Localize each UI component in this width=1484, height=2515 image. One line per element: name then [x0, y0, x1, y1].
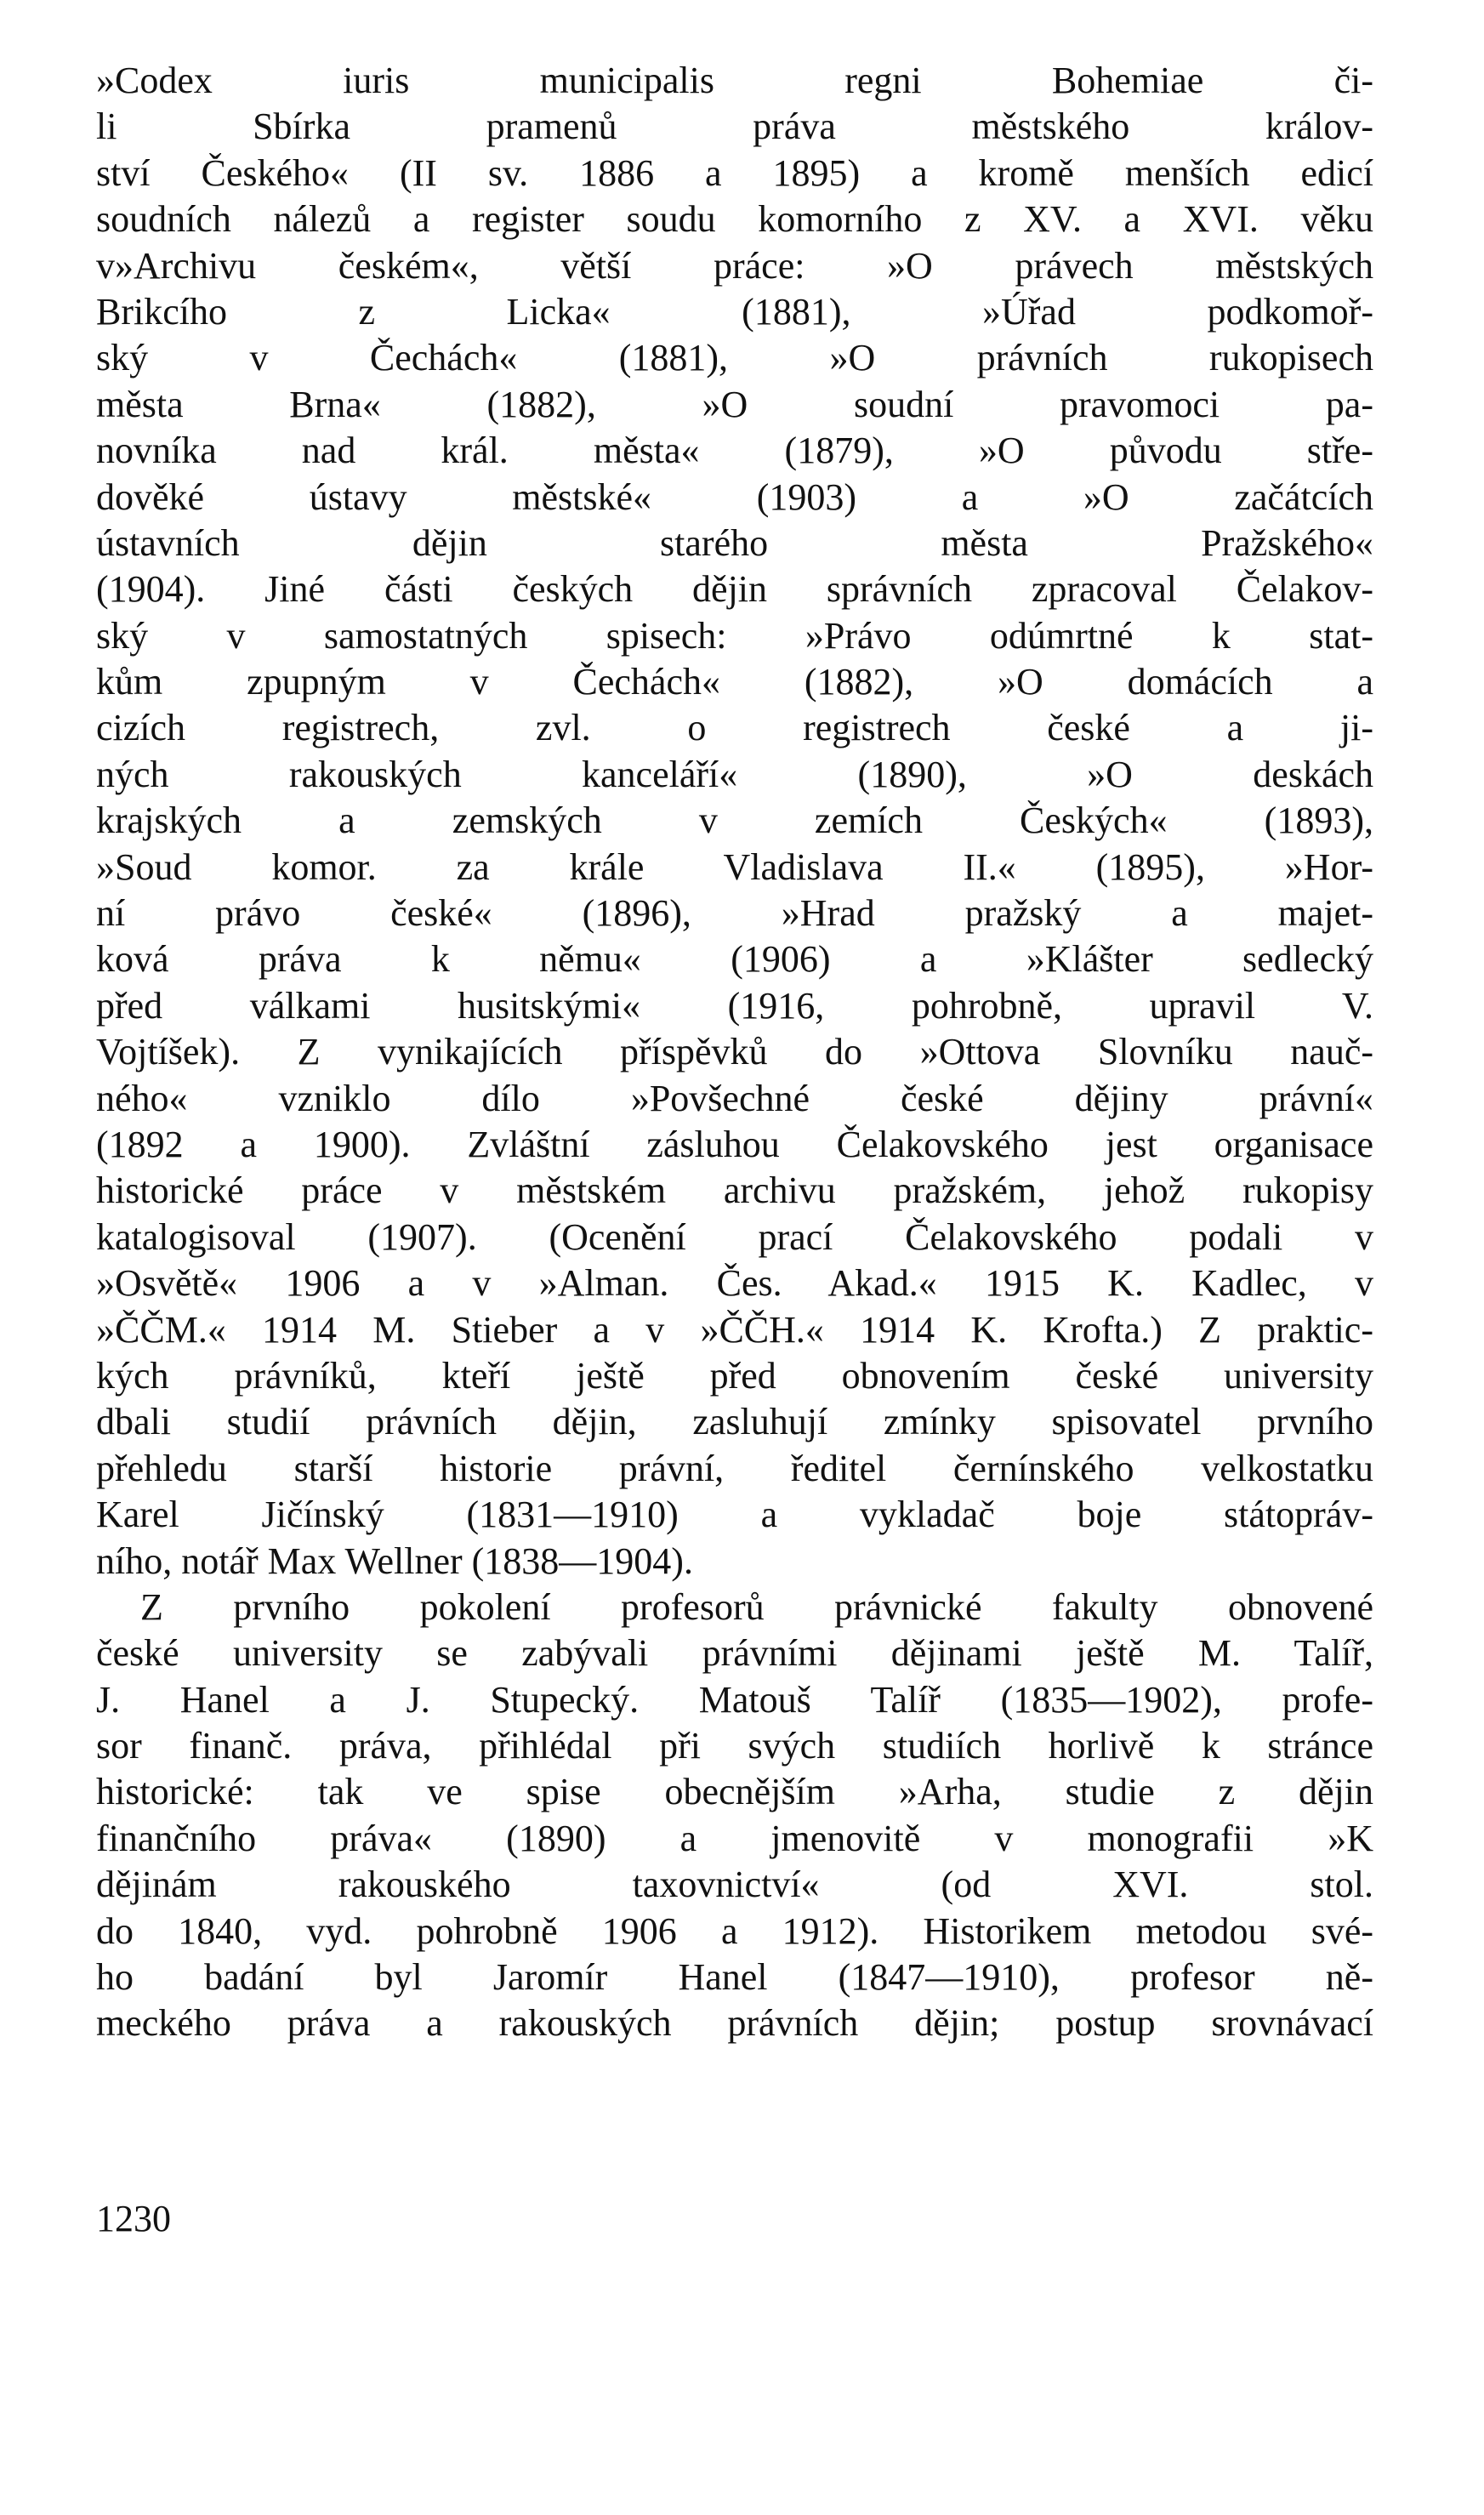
text-line: katalogisoval (1907). (Ocenění prací Čelakovského podali v	[96, 1215, 1373, 1258]
text-line: Brikcího z Licka« (1881), »Úřad podkomoř-	[96, 290, 1373, 333]
text-line: kům zpupným v Čechách« (1882), »O domácích a	[96, 661, 1373, 703]
text-line: Vojtíšek). Z vynikajících příspěvků do »Ottova Slovníku nauč-	[96, 1031, 1373, 1073]
paragraph-end-line: ního, notář Max Wellner (1838—1904).	[96, 1539, 693, 1582]
text-line: historické práce v městském archivu pražském, jehož rukopisy	[96, 1169, 1373, 1212]
text-column	[96, 58, 1373, 2047]
text-line: ných rakouských kanceláří« (1890), »O deskách	[96, 753, 1373, 795]
text-line: »Soud komor. za krále Vladislava II.« (1895), »Hor-	[96, 845, 1373, 888]
text-line: (1892 a 1900). Zvláštní zásluhou Čelakovského jest organisace	[96, 1123, 1373, 1165]
text-line: ho badání byl Jaromír Hanel (1847—1910), profesor ně-	[96, 1956, 1373, 1999]
text-line: ní právo české« (1896), »Hrad pražský a majet-	[96, 892, 1373, 935]
text-line: ková práva k němu« (1906) a »Klášter sedlecký	[96, 938, 1373, 981]
text-line: J. Hanel a J. Stupecký. Matouš Talíř (1835—1902), profe-	[96, 1678, 1373, 1721]
text-line: »Osvětě« 1906 a v »Alman. Čes. Akad.« 1915 K. Kadlec, v	[96, 1262, 1373, 1305]
text-line: české university se zabývali právními dějinami ještě M. Talíř,	[96, 1632, 1373, 1675]
text-line: cizích registrech, zvl. o registrech české a ji-	[96, 707, 1373, 749]
text-line: Karel Jičínský (1831—1910) a vykladač boje státopráv-	[96, 1494, 1373, 1536]
text-line: ský v Čechách« (1881), »O právních rukopisech	[96, 337, 1373, 379]
text-line: města Brna« (1882), »O soudní pravomoci pa-	[96, 383, 1373, 425]
text-line: ský v samostatných spisech: »Právo odúmrtné k stat-	[96, 614, 1373, 657]
text-line: (1904). Jiné části českých dějin správních zpracoval Čelakov-	[96, 568, 1373, 611]
text-line: »ČČM.« 1914 M. Stieber a v »ČČH.« 1914 K. Krofta.) Z praktic-	[96, 1308, 1373, 1351]
text-line: kých právníků, kteří ještě před obnovením české university	[96, 1354, 1373, 1397]
text-line: ství Českého« (II sv. 1886 a 1895) a kromě menších edicí	[96, 151, 1373, 194]
text-line: finančního práva« (1890) a jmenovitě v monografii »K	[96, 1817, 1373, 1859]
text-line: sor finanč. práva, přihlédal při svých studiích horlivě k stránce	[96, 1725, 1373, 1767]
text-line: li Sbírka pramenů práva městského králov-	[96, 105, 1373, 148]
text-line: před válkami husitskými« (1916, pohrobně, upravil V.	[96, 984, 1373, 1027]
text-line: soudních nálezů a register soudu komorního z XV. a XVI. věku	[96, 198, 1373, 241]
text-line: dbali studií právních dějin, zasluhují zmínky spisovatel prvního	[96, 1401, 1373, 1443]
text-line: dověké ústavy městské« (1903) a »O začátcích	[96, 475, 1373, 518]
text-line: ústavních dějin starého města Pražského«	[96, 521, 1373, 564]
text-line: krajských a zemských v zemích Českých« (1893),	[96, 799, 1373, 842]
text-line: meckého práva a rakouských právních dějin; postup srovnávací	[96, 2002, 1373, 2045]
text-line: »Codex iuris municipalis regni Bohemiae či-	[96, 60, 1373, 101]
text-line: přehledu starší historie právní, ředitel černínského velkostatku	[96, 1447, 1373, 1489]
paragraph-start-line: Z prvního pokolení profesorů právnické fakulty obnovené	[140, 1585, 1373, 1628]
text-line: do 1840, vyd. pohrobně 1906 a 1912). Historikem metodou své-	[96, 1909, 1373, 1952]
text-line: dějinám rakouského taxovnictví« (od XVI. stol.	[96, 1863, 1373, 1906]
text-line: novníka nad král. města« (1879), »O původu stře-	[96, 430, 1373, 472]
text-line: ného« vzniklo dílo »Povšechné české dějiny právní«	[96, 1077, 1373, 1119]
text-line: historické: tak ve spise obecnějším »Arha, studie z dějin	[96, 1771, 1373, 1813]
page-number: 1230	[96, 2198, 171, 2239]
text-line: v»Archivu českém«, větší práce: »O právech městských	[96, 244, 1373, 287]
